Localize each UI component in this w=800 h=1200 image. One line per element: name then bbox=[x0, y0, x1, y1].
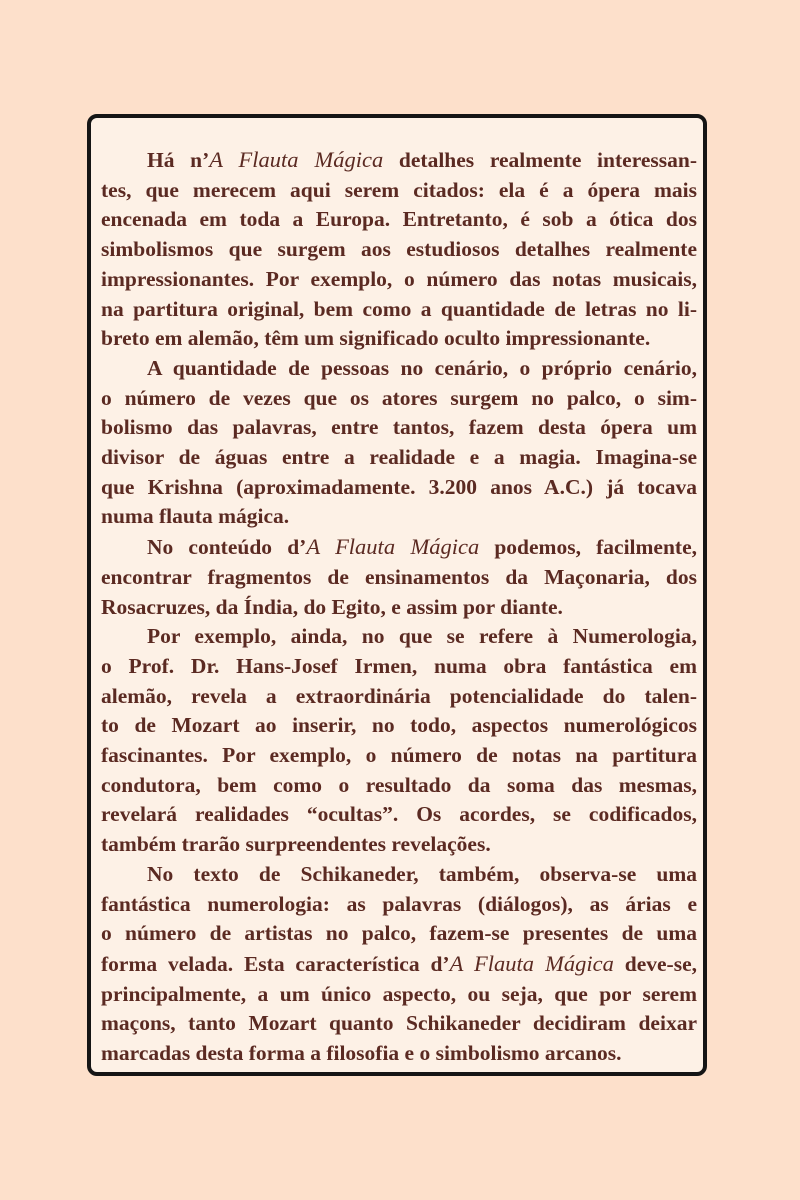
text-segment: condutora, bem como o resultado da soma das mesmas, bbox=[101, 772, 697, 797]
text-segment: simbolismos que surgem aos estudiosos detalhes realmente bbox=[101, 237, 697, 262]
text-line bbox=[101, 860, 697, 890]
text-segment: forma velada. Esta característica d’ bbox=[101, 951, 450, 976]
text-segment: bolismo das palavras, entre tantos, fazem desta ópera um bbox=[101, 415, 697, 440]
text-line bbox=[101, 741, 697, 771]
text-segment: alemão, revela a extraordinária potencialidade do talen- bbox=[101, 683, 697, 708]
text-segment: revelará realidades “ocultas”. Os acordes, se codificados, bbox=[101, 802, 697, 827]
paragraph bbox=[101, 622, 697, 860]
text-line bbox=[101, 443, 697, 473]
text-line bbox=[101, 176, 697, 206]
text-line bbox=[101, 800, 697, 830]
text-segment: breto em alemão, têm um significado oculto impressionante. bbox=[101, 326, 651, 351]
italic-title-segment: A Flauta Mágica bbox=[209, 147, 384, 172]
text-segment: Há n’ bbox=[147, 148, 210, 172]
text-line bbox=[101, 532, 697, 563]
paragraph bbox=[101, 145, 697, 354]
text-line bbox=[101, 413, 697, 443]
text-line bbox=[101, 205, 697, 235]
text-segment: detalhes realmente interessan- bbox=[383, 148, 697, 172]
text-segment: encontrar fragmentos de ensinamentos da Maçonaria, dos bbox=[101, 564, 697, 589]
text-segment: Por exemplo, ainda, no que se refere à Numerologia, bbox=[147, 624, 697, 649]
text-line bbox=[101, 563, 697, 593]
text-segment: to de Mozart ao inserir, no todo, aspectos numerológicos bbox=[101, 713, 697, 738]
text-line bbox=[101, 295, 697, 325]
text-line bbox=[101, 980, 697, 1010]
text-line bbox=[101, 354, 697, 384]
text-segment: o Prof. Dr. Hans-Josef Irmen, numa obra fantástica em bbox=[101, 653, 697, 678]
text-line bbox=[101, 502, 697, 532]
text-segment: principalmente, a um único aspecto, ou seja, que por serem bbox=[101, 981, 697, 1006]
text-segment: impressionantes. Por exemplo, o número das notas musicais, bbox=[101, 266, 697, 291]
text-line bbox=[101, 949, 697, 980]
text-segment: que Krishna (aproximadamente. 3.200 anos A.C.) já tocava bbox=[101, 474, 697, 499]
text-line bbox=[101, 771, 697, 801]
text-line bbox=[101, 711, 697, 741]
book-page-text bbox=[101, 145, 697, 1069]
text-line bbox=[101, 1009, 697, 1039]
text-segment: No texto de Schikaneder, também, observa-se uma bbox=[147, 861, 697, 886]
text-line bbox=[101, 265, 697, 295]
italic-title-segment: A Flauta Mágica bbox=[449, 950, 614, 976]
text-segment: o número de vezes que os atores surgem no palco, o sim- bbox=[101, 385, 697, 410]
text-line bbox=[101, 830, 697, 860]
text-line bbox=[101, 682, 697, 712]
text-segment: também trarão surpreendentes revelações. bbox=[101, 832, 491, 857]
text-line bbox=[101, 235, 697, 265]
text-segment: A quantidade de pessoas no cenário, o próprio cenário, bbox=[147, 355, 697, 380]
paragraph bbox=[101, 532, 697, 622]
text-segment: encenada em toda a Europa. Entretanto, é sob a ótica dos bbox=[101, 207, 697, 232]
text-segment: Rosacruzes, da Índia, do Egito, e assim por diante. bbox=[101, 594, 563, 619]
text-line bbox=[101, 652, 697, 682]
text-segment: podemos, facilmente, bbox=[479, 535, 698, 560]
text-segment: fantástica numerologia: as palavras (diálogos), as árias e bbox=[101, 891, 697, 916]
text-segment: numa flauta mágica. bbox=[101, 504, 290, 529]
text-line bbox=[101, 919, 697, 949]
text-segment: fascinantes. Por exemplo, o número de notas na partitura bbox=[101, 743, 697, 768]
text-line bbox=[101, 324, 697, 354]
paragraph bbox=[101, 860, 697, 1069]
text-segment: maçons, tanto Mozart quanto Schikaneder decidiram deixar bbox=[101, 1011, 697, 1036]
text-line bbox=[101, 890, 697, 920]
text-segment: o número de artistas no palco, fazem-se presentes de uma bbox=[101, 921, 697, 946]
text-line bbox=[101, 473, 697, 503]
italic-title-segment: A Flauta Mágica bbox=[306, 534, 480, 560]
text-segment: deve-se, bbox=[613, 951, 697, 976]
paragraph bbox=[101, 354, 697, 532]
text-line bbox=[101, 593, 697, 623]
text-line bbox=[101, 622, 697, 652]
text-segment: marcadas desta forma a filosofia e o simbolismo arcanos. bbox=[101, 1041, 622, 1066]
text-line bbox=[101, 384, 697, 414]
text-segment: divisor de águas entre a realidade e a magia. Imagina-se bbox=[101, 445, 697, 470]
text-line bbox=[101, 1039, 697, 1069]
text-segment: tes, que merecem aqui serem citados: ela é a ópera mais bbox=[101, 177, 697, 202]
text-line bbox=[101, 145, 697, 176]
text-segment: No conteúdo d’ bbox=[147, 535, 307, 560]
text-segment: na partitura original, bem como a quantidade de letras no li- bbox=[101, 296, 697, 321]
